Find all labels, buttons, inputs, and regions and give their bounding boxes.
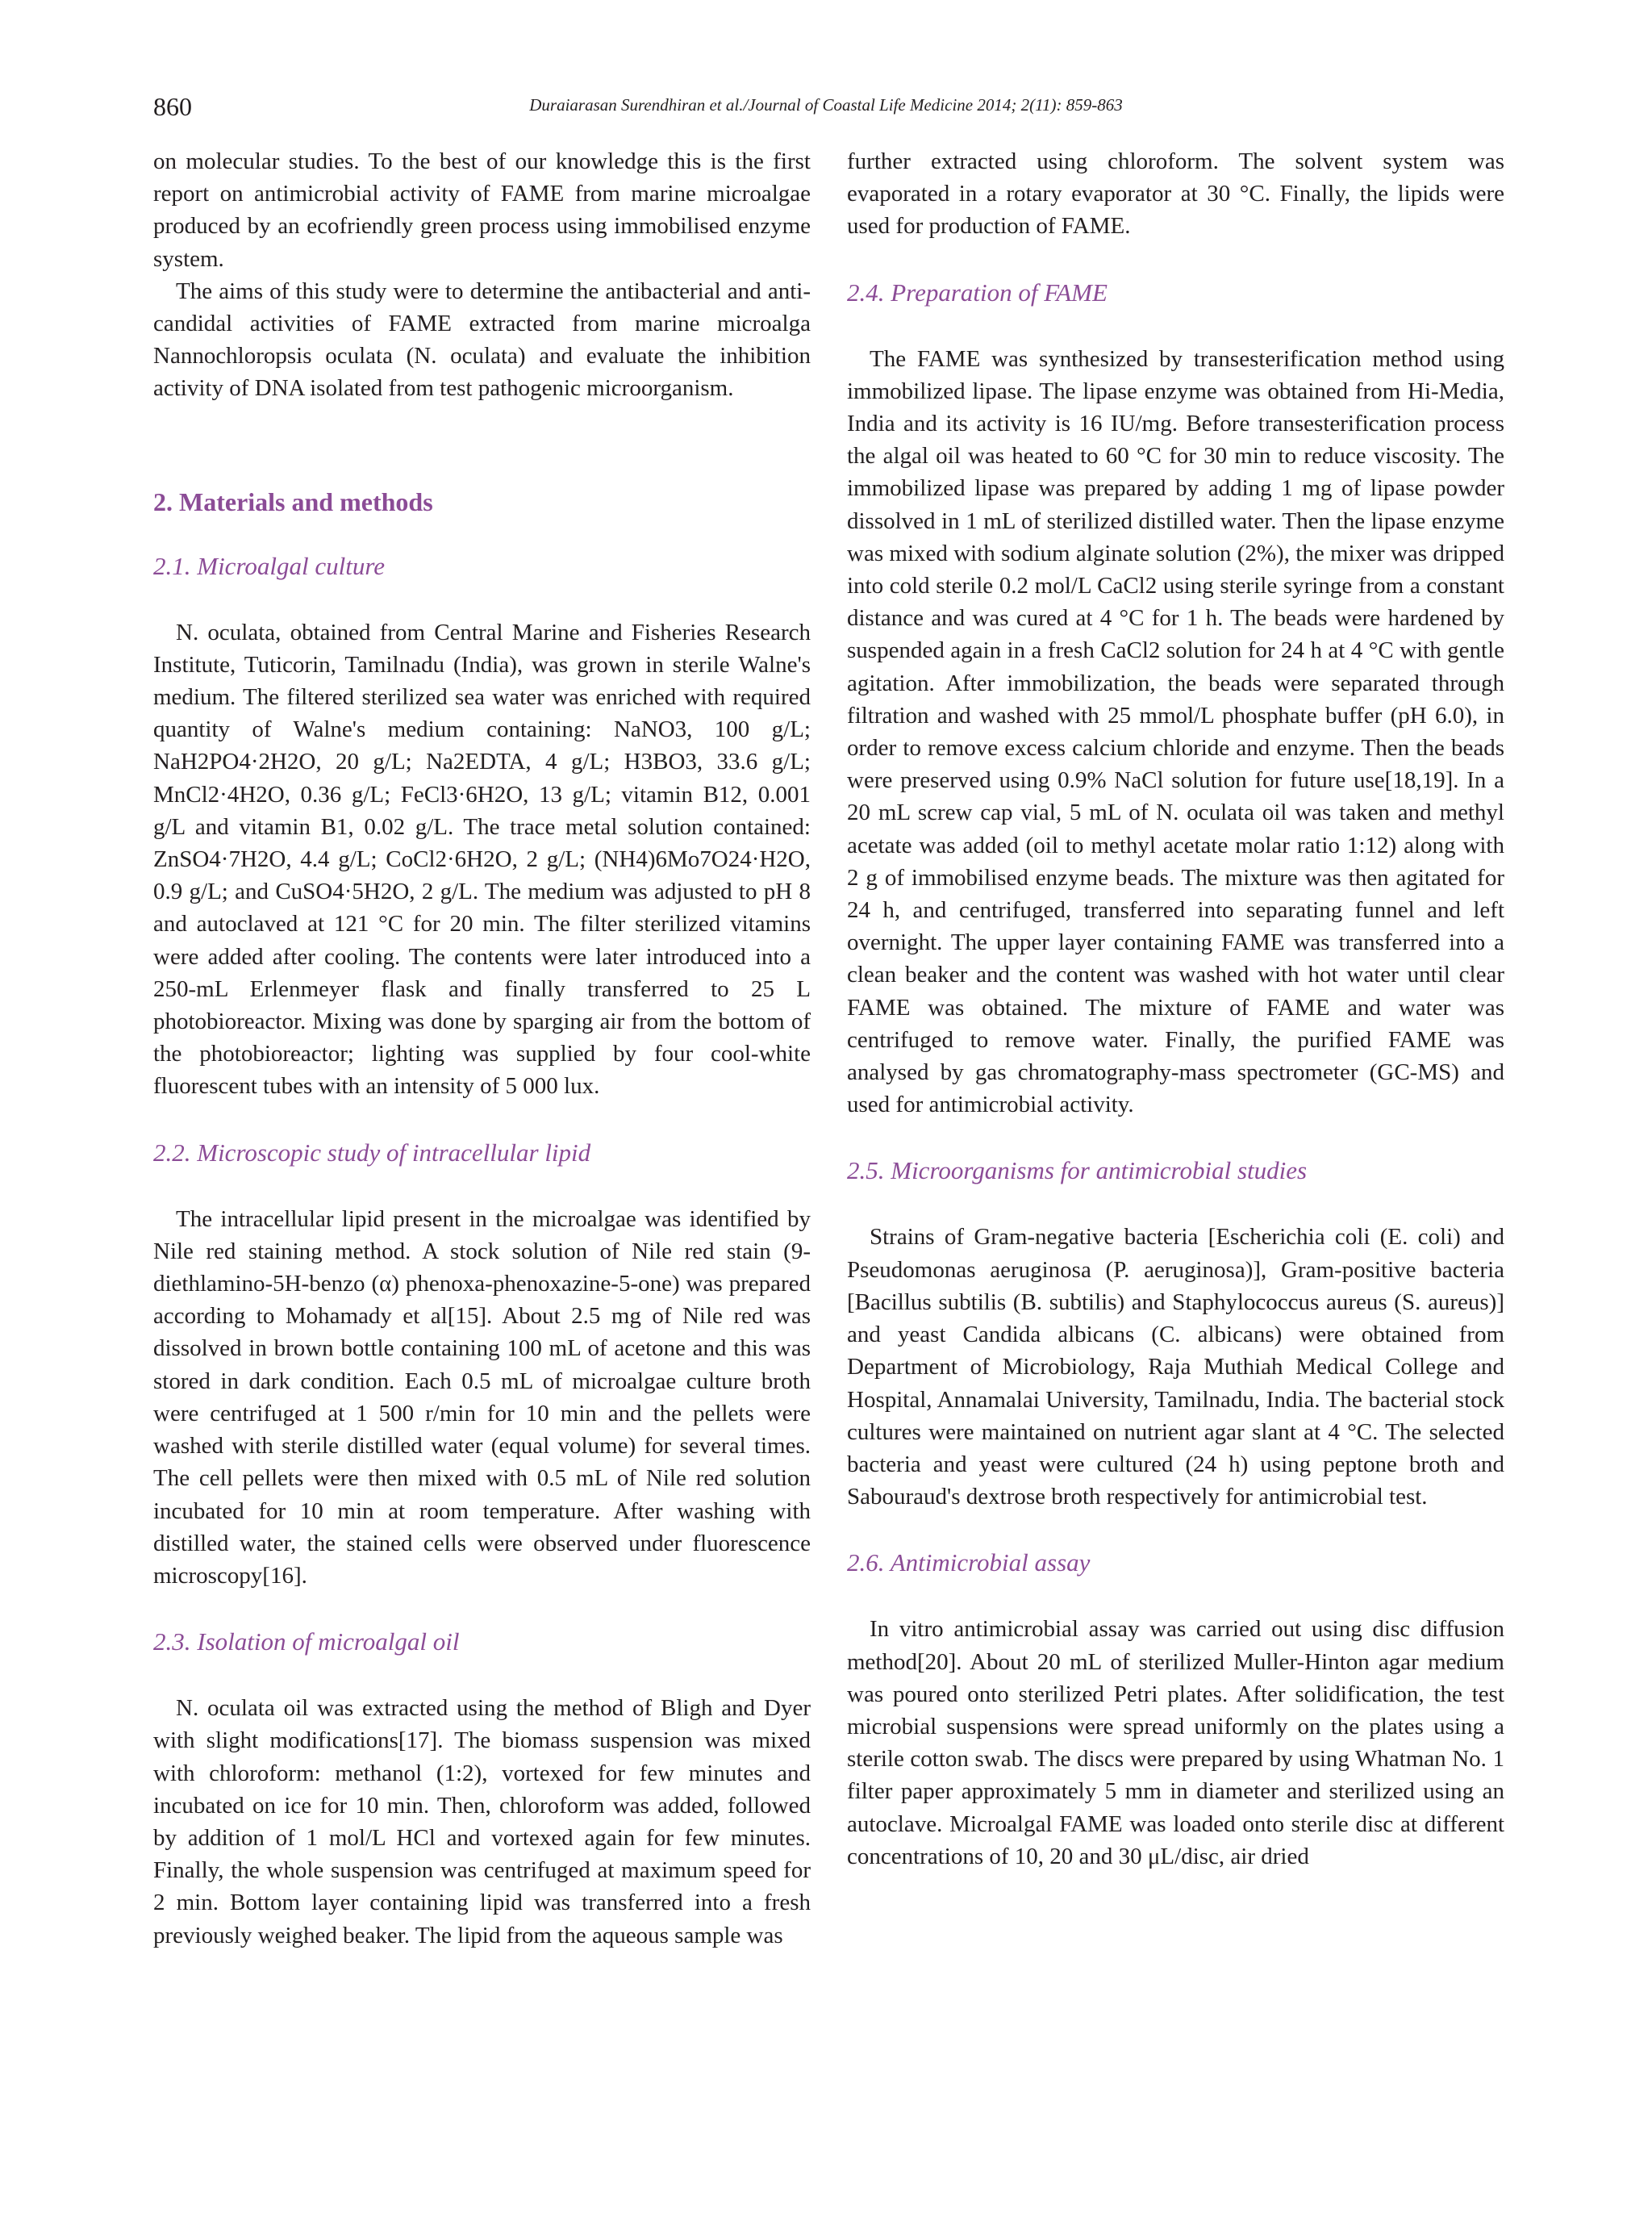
right-column <box>847 145 1504 1873</box>
left-column <box>153 145 811 1952</box>
subsection-heading-2-2: 2.2. Microscopic study of intracellular lipid <box>153 1138 591 1167</box>
running-head: Duraiarasan Surendhiran et al./Journal of Coastal Life Medicine 2014; 2(11): 859-863 <box>529 95 1123 115</box>
subsection-heading-2-4: 2.4. Preparation of FAME <box>847 278 1108 307</box>
oil-isolation-paragraph-continued: further extracted using chloroform. The solvent system was evaporated in a rotary evaporator at 30 °C. Finally, the lipids were used for production of FAME. <box>847 148 1504 240</box>
microalgal-culture-paragraph: N. oculata, obtained from Central Marine and Fisheries Research Institute, Tuticorin, Tamilnadu (India), was grown in sterile Walne's medium. The filtered sterilized sea water was enriched with required quantity of Walne's medium containing: NaNO3, 100 g/L; NaH2PO4·2H2O, 20 g/L; Na2EDTA, 4 g/L; H3BO3, 33.6 g/L; MnCl2·4H2O, 0.36 g/L; FeCl3·6H2O, 13 g/L; vitamin B12, 0.001 g/L and vitamin B1, 0.02 g/L. The trace metal solution contained: ZnSO4·7H2O, 4.4 g/L; CoCl2·6H2O, 2 g/L; (NH4)6Mo7O24·H2O, 0.9 g/L; and CuSO4·5H2O, 2 g/L. The medium was adjusted to pH 8 and autoclaved at 121 °C for 20 min. The filter sterilized vitamins were added after cooling. The contents were later introduced into a 250-mL Erlenmeyer flask and finally transferred to 25 L photobioreactor. Mixing was done by sparging air from the bottom of the photobioreactor; lighting was supplied by four cool-white fluorescent tubes with an intensity of 5 000 lux. <box>153 619 811 1100</box>
nile-red-paragraph: The intracellular lipid present in the microalgae was identified by Nile red staining method. A stock solution of Nile red stain (9-diethlamino-5H-benzo (α) phenoxa-phenoxazine-5-one) was prepared according to Mohamady et al[15]. About 2.5 mg of Nile red was dissolved in brown bottle containing 100 mL of acetone and this was stored in dark condition. Each 0.5 mL of microalgae culture broth were centrifuged at 1 500 r/min for 10 min and the pellets were washed with sterile distilled water (equal volume) for several times. The cell pellets were then mixed with 0.5 mL of Nile red solution incubated for 10 min at room temperature. After washing with distilled water, the stained cells were observed under fluorescence microscopy[16]. <box>153 1205 811 1589</box>
subsection-heading-2-1: 2.1. Microalgal culture <box>153 551 385 580</box>
microorganisms-paragraph: Strains of Gram-negative bacteria [Escherichia coli (E. coli) and Pseudomonas aeruginosa (P. aeruginosa)], Gram-positive bacteria [Bacillus subtilis (B. subtilis) and Staphylococcus aureus (S. aureus)] and yeast Candida albicans (C. albicans) were obtained from Department of Microbiology, Raja Muthiah Medical College and Hospital, Annamalai University, Tamilnadu, India. The bacterial stock cultures were maintained on nutrient agar slant at 4 °C. The selected bacteria and yeast were cultured (24 h) using peptone broth and Sabouraud's dextrose broth respectively for antimicrobial test. <box>847 1224 1504 1510</box>
intro-paragraph-continued: on molecular studies. To the best of our knowledge this is the first report on antimicrobial activity of FAME from marine microalgae produced by an ecofriendly green process using immobilised enzyme system. <box>153 148 811 272</box>
fame-preparation-paragraph: The FAME was synthesized by transesterification method using immobilized lipase. The lipase enzyme was obtained from Hi-Media, India and its activity is 16 IU/mg. Before transesterification process the algal oil was heated to 60 °C for 30 min to reduce viscosity. The immobilized lipase was prepared by adding 1 mg of lipase powder dissolved in 1 mL of sterilized distilled water. Then the lipase enzyme was mixed with sodium alginate solution (2%), the mixer was dripped into cold sterile 0.2 mol/L CaCl2 using sterile syringe from a constant distance and was cured at 4 °C for 1 h. The beads were hardened by suspended again in a fresh CaCl2 solution for 24 h at 4 °C with gentle agitation. After immobilization, the beads were separated through filtration and washed with 25 mmol/L phosphate buffer (pH 6.0), in order to remove excess calcium chloride and enzyme. Then the beads were preserved using 0.9% NaCl solution for future use[18,19]. In a 20 mL screw cap vial, 5 mL of N. oculata oil was taken and methyl acetate was added (oil to methyl acetate molar ratio 1:12) along with 2 g of immobilised enzyme beads. The mixture was then agitated for 24 h, and centrifuged, transferred into separating funnel and left overnight. The upper layer containing FAME was transferred into a clean beaker and the content was washed with hot water until clear FAME was obtained. The mixture of FAME and water was centrifuged to remove water. Finally, the purified FAME was analysed by gas chromatography-mass spectrometer (GC-MS) and used for antimicrobial activity. <box>847 345 1504 1118</box>
subsection-heading-2-5: 2.5. Microorganisms for antimicrobial studies <box>847 1156 1308 1185</box>
antimicrobial-assay-paragraph: In vitro antimicrobial assay was carried out using disc diffusion method[20]. About 20 mL of sterilized Muller-Hinton agar medium was poured onto sterilized Petri plates. After solidification, the test microbial suspensions were spread uniformly on the plates using a sterile cotton swab. The discs were prepared by using Whatman No. 1 filter paper approximately 5 mm in diameter and sterilized using an autoclave. Microalgal FAME was loaded onto sterile disc at different concentrations of 10, 20 and 30 μL/disc, air dried <box>847 1616 1504 1869</box>
subsection-heading-2-6: 2.6. Antimicrobial assay <box>847 1548 1091 1577</box>
aims-paragraph: The aims of this study were to determine the antibacterial and anti-candidal activities of FAME extracted from marine microalga Nannochloropsis oculata (N. oculata) and evaluate the inhibition activity of DNA isolated from test pathogenic microorganism. <box>153 278 811 402</box>
section-heading-materials-methods: 2. Materials and methods <box>153 487 433 516</box>
subsection-heading-2-3: 2.3. Isolation of microalgal oil <box>153 1627 460 1656</box>
oil-isolation-paragraph: N. oculata oil was extracted using the method of Bligh and Dyer with slight modifications[17]. The biomass suspension was mixed with chloroform: methanol (1:2), vortexed for few minutes and incubated on ice for 10 min. Then, chloroform was added, followed by addition of 1 mol/L HCl and vortexed again for few minutes. Finally, the whole suspension was centrifuged at maximum speed for 2 min. Bottom layer containing lipid was transferred into a fresh previously weighed beaker. The lipid from the aqueous sample was <box>153 1695 811 1948</box>
page-number: 860 <box>153 92 192 121</box>
